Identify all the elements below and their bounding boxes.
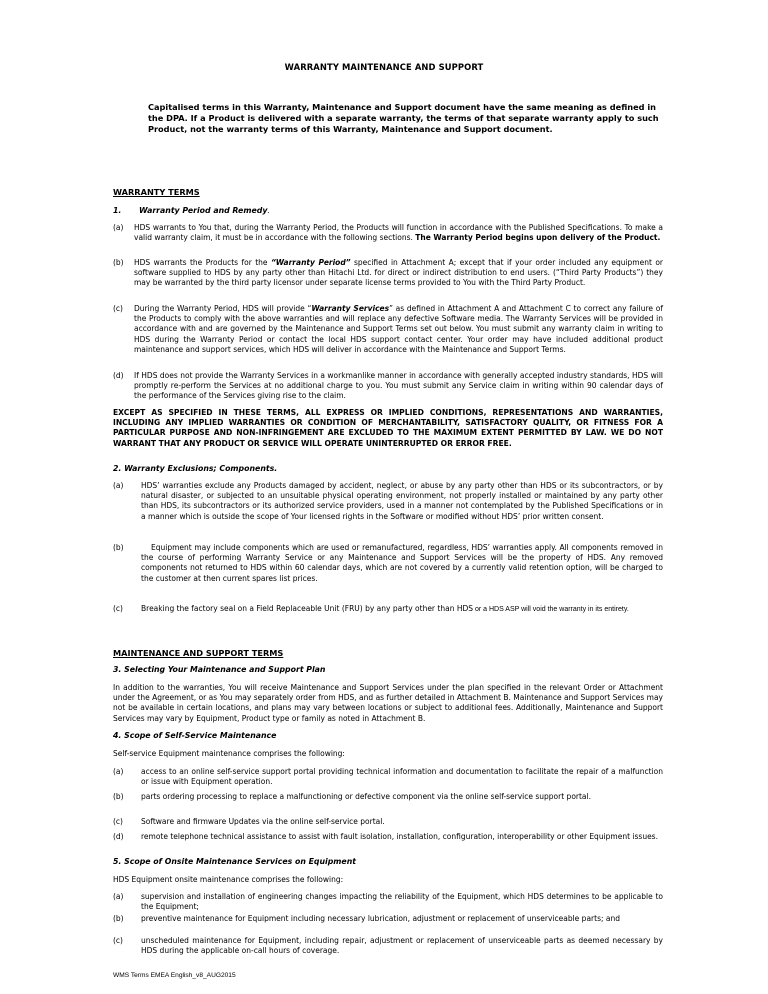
section-1a [113, 223, 663, 243]
section-1-dot: . [267, 206, 270, 215]
section-4-heading: 4. Scope of Self-Service Maintenance [113, 731, 277, 740]
section-4a [113, 767, 663, 787]
warranty-disclaimer: EXCEPT AS SPECIFIED IN THESE TERMS, ALL EXPRESS OR IMPLIED CONDITIONS, REPRESENTATIONS AND WARRANTIES, INCLUDING ANY IMPLIED WARRANTIES OR CONDITION OF MERCHANTABILITY, SATISFACTORY QUALITY, OR FITNESS FOR A PARTICULAR PURPOSE AND NON-INFRINGEMENT ARE EXCLUDED TO THE MAXIMUM EXTENT PERMITTED BY LAW. WE DO NOT WARRANT THAT ANY PRODUCT OR SERVICE WILL OPERATE UNINTERRUPTED OR ERROR FREE. [113, 408, 663, 448]
section-2b-label: (b) [113, 543, 124, 552]
section-5a-label: (a) [113, 892, 124, 901]
document-title: WARRANTY MAINTENANCE AND SUPPORT [284, 62, 484, 72]
section-1d-text: If HDS does not provide the Warranty Services in a workmanlike manner in accordance with generally accepted industry standards, HDS will promptly re-perform the Services at no additional charge to you. You must submit any Service claim in writing within 90 calendar days of the performance of the Services giving rise to the claim. [134, 371, 663, 401]
section-4b-text: parts ordering processing to replace a malfunctioning or defective component via the online self-service support portal. [141, 792, 591, 801]
section-1b-label: (b) [113, 258, 124, 267]
section-5-intro: HDS Equipment onsite maintenance comprises the following: [113, 875, 344, 884]
maintenance-terms-heading: MAINTENANCE AND SUPPORT TERMS [113, 648, 284, 658]
section-4d [113, 832, 663, 842]
section-2c-tail: or a HDS ASP will void the warranty in its entirety. [473, 606, 629, 613]
section-1c-term: Warranty Services [311, 304, 390, 313]
section-4d-text: remote telephone technical assistance to assist with fault isolation, installation, configuration, interoperability or other Equipment issues. [141, 832, 658, 841]
section-2a-label: (a) [113, 481, 124, 490]
section-2a-text: HDS’ warranties exclude any Products damaged by accident, neglect, or abuse by any party other than HDS or its subcontractors, or by natural disaster, or subjected to an unsuitable physical operating environment, not properly installed or maintained by any party other than HDS, its subcontractors or its authorized service providers, used in a manner not contemplated by the Published Specifications or in a manner which is outside the scope of Your licensed rights in the Software or modified without HDS’ prior written consent. [141, 481, 663, 521]
section-5b-label: (b) [113, 914, 124, 923]
section-5a [113, 892, 663, 912]
section-1a-bold: The Warranty Period begins upon delivery of the Product. [415, 233, 661, 243]
section-1a-text: HDS warrants to You that, during the Warranty Period, the Products will function in accordance with the Published Specifications. To make a valid warranty claim, it must be in accordance with the following sections. [134, 223, 663, 243]
section-5b [113, 914, 663, 924]
section-1-heading [113, 206, 270, 215]
warranty-terms-heading: WARRANTY TERMS [113, 187, 200, 197]
section-1c-label: (c) [113, 304, 123, 313]
section-5c-text: unscheduled maintenance for Equipment, including repair, adjustment or replacement of unserviceable parts as deemed necessary by HDS during the applicable on-call hours of coverage. [141, 936, 663, 956]
section-2a [113, 481, 663, 522]
section-4b [113, 792, 663, 802]
section-1-number: 1. [113, 206, 122, 215]
page-footer: WMS Terms EMEA English_v8_AUG2015 [113, 972, 236, 979]
section-1b-post: specified in Attachment A; except that if your order included any equipment or software supplied to HDS by any party other than Hitachi Ltd. for direct or indirect distribution to end users. (“Third Party Products”) they may be warranted by the third party licensor under separate license terms provided to You with the Third Party Product. [134, 258, 663, 288]
section-1a-label: (a) [113, 223, 124, 232]
section-3-heading: 3. Selecting Your Maintenance and Support Plan [113, 665, 326, 674]
section-1c-post: ” as defined in Attachment A and Attachment C to correct any failure of the Products to comply with the above warranties and will replace any defective Software media. The Warranty Services will be provided in accordance with and are governed by the Maintenance and Support Terms set out below. You must submit any warranty claim in writing to HDS during the Warranty Period or contact the local HDS support contact center. Your order may have included additional product maintenance and support services, which HDS will deliver in accordance with the Maintenance and Support Terms. [134, 304, 663, 354]
section-4d-label: (d) [113, 832, 124, 841]
section-3-text: In addition to the warranties, You will receive Maintenance and Support Services under the plan specified in the relevant Order or Attachment under the Agreement, or as You may separately order from HDS, and as further detailed in Attachment B. Maintenance and Support Services may not be available in certain locations, and plans may vary between locations or subject to additional fees. Additionally, Maintenance and Support Services may vary by Equipment, Product type or family as noted in Attachment B. [113, 683, 663, 723]
section-1b [113, 258, 663, 289]
section-4b-label: (b) [113, 792, 124, 801]
section-2c-text: Breaking the factory seal on a Field Replaceable Unit (FRU) by any party other than HDS [141, 604, 474, 613]
section-5c [113, 936, 663, 956]
section-5c-label: (c) [113, 936, 123, 945]
section-1b-term: “Warranty Period” [270, 258, 351, 267]
section-2-heading: 2. Warranty Exclusions; Components. [113, 464, 278, 473]
section-1c [113, 304, 663, 355]
section-1c-pre: During the Warranty Period, HDS will provide “ [134, 304, 312, 313]
section-4c-text: Software and firmware Updates via the online self-service portal. [141, 817, 385, 826]
section-2b [113, 543, 663, 584]
section-5-heading: 5. Scope of Onsite Maintenance Services on Equipment [113, 857, 357, 866]
section-4c-label: (c) [113, 817, 123, 826]
intro-paragraph: Capitalised terms in this Warranty, Maintenance and Support document have the same meaning as defined in the DPA. If a Product is delivered with a separate warranty, the terms of that separate warranty apply to such Product, not the warranty terms of this Warranty, Maintenance and Support document. [148, 102, 659, 134]
section-4a-text: access to an online self-service support portal providing technical information and documentation to facilitate the repair of a malfunction or issue with Equipment operation. [141, 767, 663, 787]
section-4a-label: (a) [113, 767, 124, 776]
section-4-intro: Self-service Equipment maintenance comprises the following: [113, 749, 345, 758]
section-1b-pre: HDS warrants the Products for the [134, 258, 271, 267]
section-2b-text: Equipment may include components which are used or remanufactured, regardless, HDS’ warranties apply. All components removed in the course of performing Warranty Service or any Maintenance and Support Services will be the property of HDS. Any removed components not returned to HDS within 60 calendar days, which are not covered by a currently valid retention option, will be charged to the customer at then current spares list prices. [141, 543, 663, 583]
section-1d [113, 371, 663, 402]
section-1d-label: (d) [113, 371, 124, 380]
section-1-title: Warranty Period and Remedy [139, 206, 268, 215]
section-4c [113, 817, 663, 827]
section-5a-text: supervision and installation of engineering changes impacting the reliability of the Equipment, which HDS determines to be applicable to the Equipment; [141, 892, 663, 912]
section-2c [113, 604, 663, 615]
section-2c-label: (c) [113, 604, 123, 613]
section-5b-text: preventive maintenance for Equipment including necessary lubrication, adjustment or replacement of unserviceable parts; and [141, 914, 620, 923]
